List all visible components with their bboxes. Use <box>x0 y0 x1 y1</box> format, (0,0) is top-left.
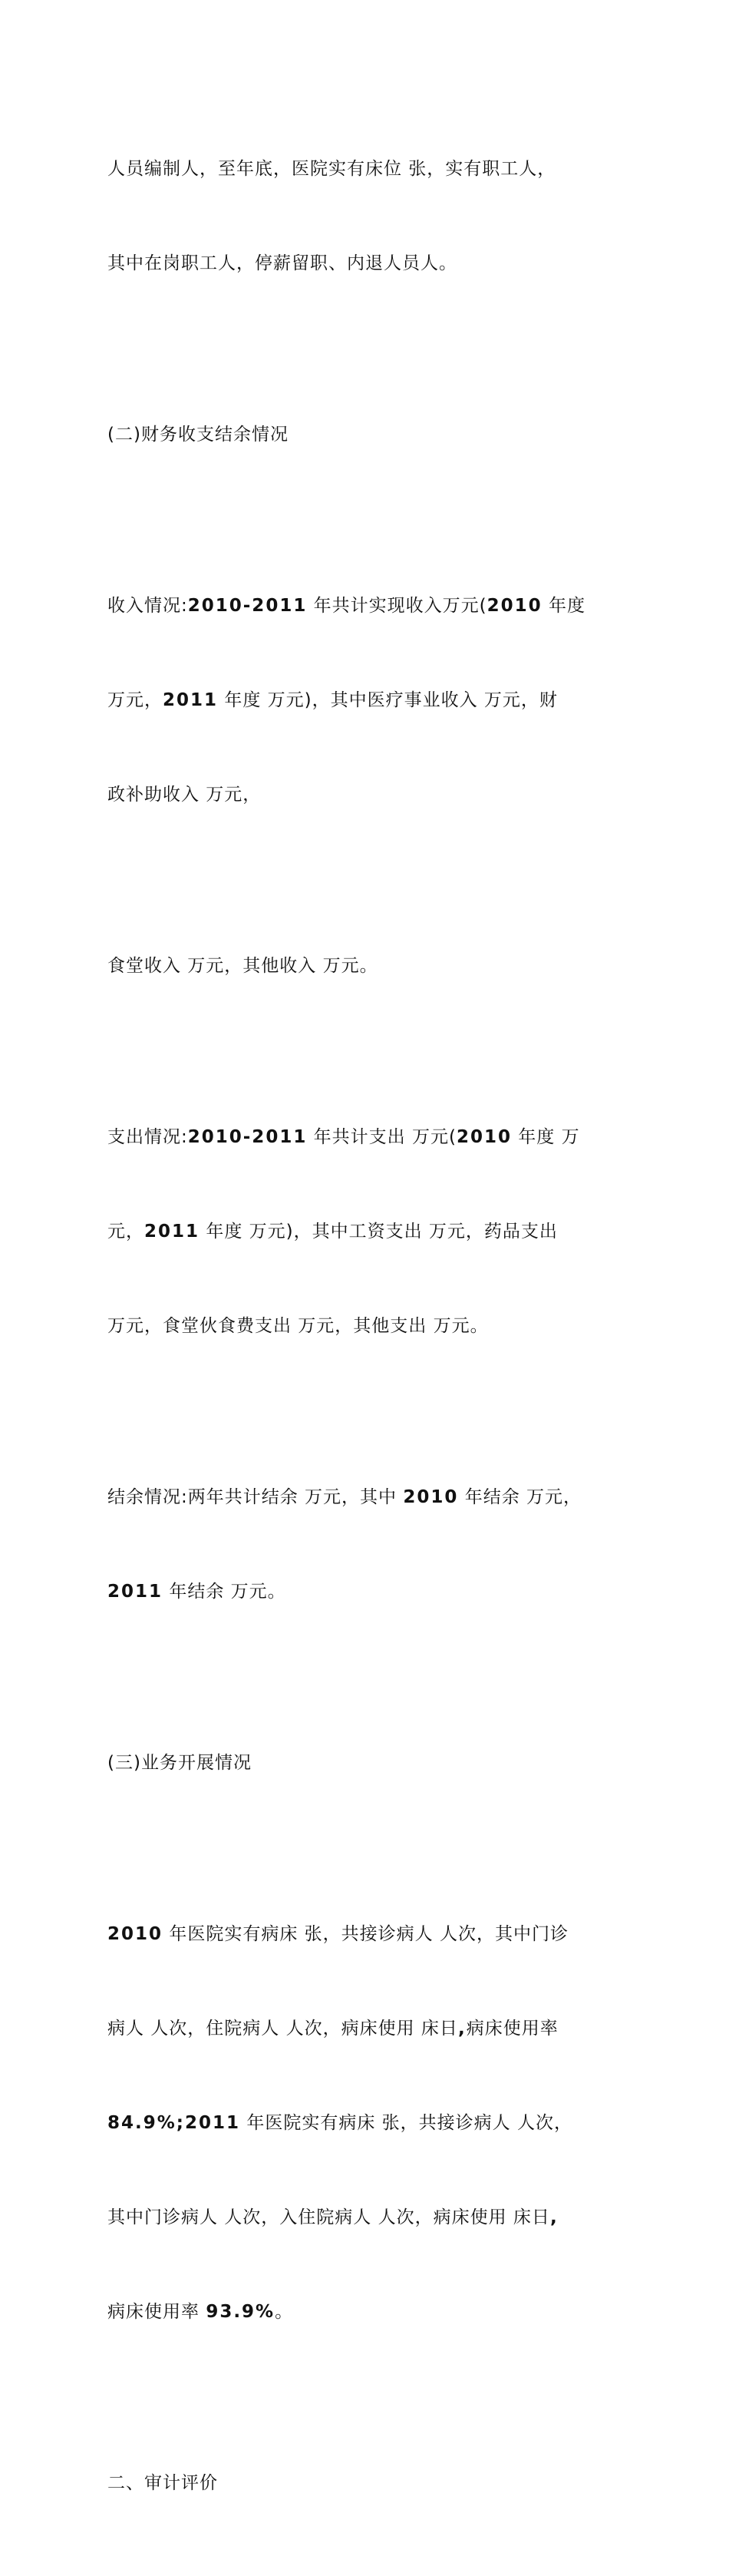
section-heading-audit-evaluation <box>107 2405 629 2562</box>
paragraph-operations <box>107 1856 629 2391</box>
paragraph-canteen-income <box>107 888 629 1045</box>
text-line: 2010 年医院实有病床 张，共接诊病人 人次，其中门诊 <box>107 1924 569 1944</box>
text-line: 结余情况:两年共计结余 万元，其中 2010 年结余 万元， <box>107 1487 582 1507</box>
text-line: 人员编制人，至年底，医院实有床位 张，实有职工人， <box>107 159 556 179</box>
text-line: 2011 年结余 万元。 <box>107 1582 286 1602</box>
text-line: 食堂收入 万元，其他收入 万元。 <box>107 956 378 976</box>
text-line: 其中门诊病人 人次，入住院病人 人次，病床使用 床日, <box>107 2207 559 2227</box>
paragraph-expenditure <box>107 1059 629 1405</box>
section-heading-finance <box>107 356 629 514</box>
paragraph-balance <box>107 1419 629 1671</box>
document-page <box>107 91 629 2576</box>
paragraph-staffing <box>107 91 629 342</box>
text-line: 病人 人次，住院病人 人次，病床使用 床日,病床使用率 <box>107 2019 559 2039</box>
text-line: 二、审计评价 <box>107 2473 218 2493</box>
section-heading-operations <box>107 1685 629 1842</box>
paragraph-income <box>107 527 629 874</box>
text-line: 84.9%;2011 年医院实有病床 张，共接诊病人 人次， <box>107 2113 572 2133</box>
text-line: 病床使用率 93.9%。 <box>107 2302 294 2322</box>
text-line: 万元，食堂伙食费支出 万元，其他支出 万元。 <box>107 1316 489 1336</box>
text-line: 收入情况:2010-2011 年共计实现收入万元(2010 年度 <box>107 596 586 616</box>
text-line: 其中在岗职工人，停薪留职、内退人员人。 <box>107 253 457 273</box>
text-line: (二)财务收支结余情况 <box>107 425 289 445</box>
text-line: 支出情况:2010-2011 年共计支出 万元(2010 年度 万 <box>107 1127 580 1147</box>
text-line: 政补助收入 万元， <box>107 785 262 805</box>
text-line: 万元，2011 年度 万元)，其中医疗事业收入 万元，财 <box>107 690 558 710</box>
text-line: (三)业务开展情况 <box>107 1753 252 1773</box>
text-line: 元，2011 年度 万元)，其中工资支出 万元，药品支出 <box>107 1222 558 1242</box>
